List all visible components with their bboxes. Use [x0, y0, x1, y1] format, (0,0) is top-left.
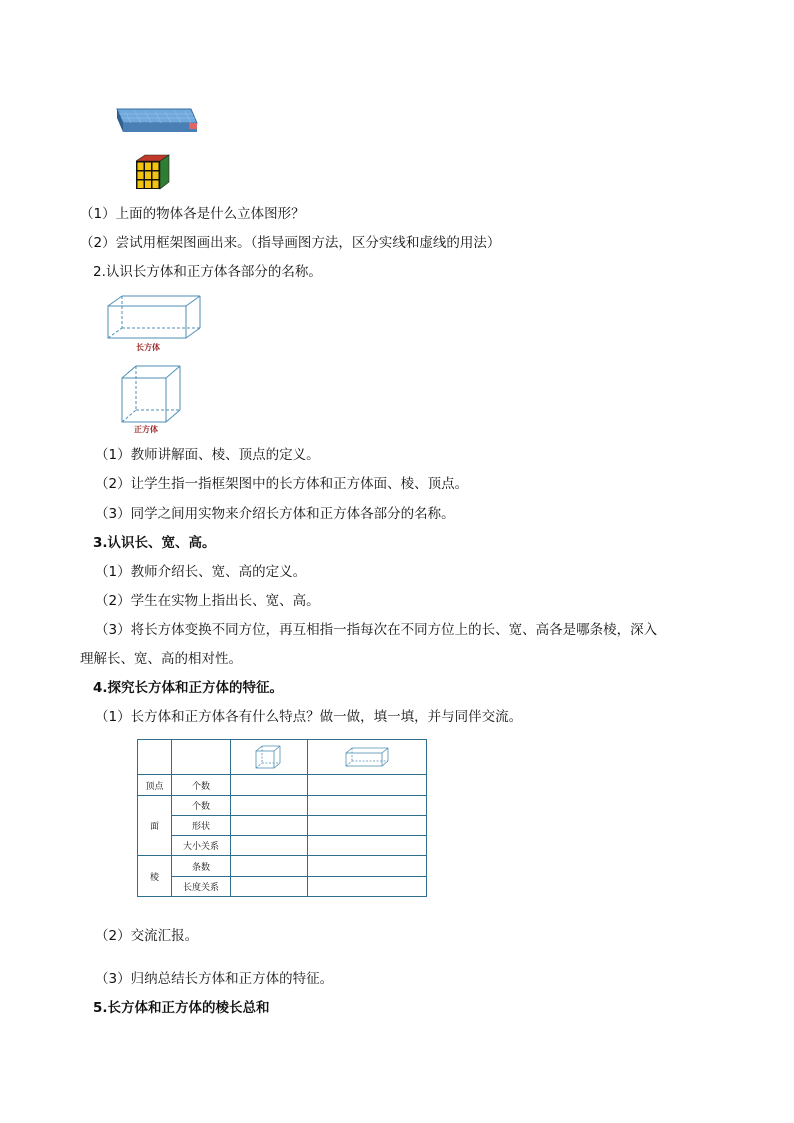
- face-shape-label: 形状: [172, 815, 231, 835]
- table-row: [138, 836, 427, 856]
- section-3-item-1: （1）教师介绍长、宽、高的定义。: [95, 564, 307, 580]
- cube-face-count-cell[interactable]: [231, 795, 308, 815]
- edge-length-label: 长度关系: [172, 876, 231, 896]
- blue-board-image: [113, 99, 199, 141]
- table-row: [138, 815, 427, 835]
- rubiks-cube-image: [136, 154, 170, 190]
- section-4-item-3: （3）归纳总结长方体和正方体的特征。: [95, 971, 334, 987]
- cuboid-wireframe: [106, 294, 202, 340]
- section-4-item-1: （1）长方体和正方体各有什么特点？做一做，填一填，并与同伴交流。: [95, 709, 523, 725]
- cuboid-edge-count-cell[interactable]: [308, 856, 427, 876]
- face-size-label: 大小关系: [172, 836, 231, 856]
- vertex-count-label: 个数: [172, 775, 231, 795]
- section-3-title: 3.认识长、宽、高。: [93, 535, 216, 551]
- table-corner-cell: [172, 740, 231, 775]
- section-2-title: 2.认识长方体和正方体各部分的名称。: [93, 264, 322, 280]
- cuboid-face-shape-cell[interactable]: [308, 815, 427, 835]
- section-3-item-2: （2）学生在实物上指出长、宽、高。: [95, 593, 320, 609]
- cuboid-face-count-cell[interactable]: [308, 795, 427, 815]
- cube-face-size-cell[interactable]: [231, 836, 308, 856]
- table-header-row: [138, 740, 427, 775]
- face-count-label: 个数: [172, 795, 231, 815]
- cuboid-caption: 长方体: [136, 343, 160, 352]
- face-label: 面: [138, 795, 172, 856]
- section-4-title: 4.探究长方体和正方体的特征。: [93, 680, 284, 696]
- cube-edge-length-cell[interactable]: [231, 876, 308, 896]
- cuboid-face-size-cell[interactable]: [308, 836, 427, 856]
- section-4-item-2: （2）交流汇报。: [95, 928, 199, 944]
- section-3-item-3: （3）将长方体变换不同方位，再互相指一指每次在不同方位上的长、宽、高各是哪条棱，深入: [95, 622, 658, 638]
- cube-header-icon: [254, 744, 284, 770]
- cube-header-cell: [231, 740, 308, 775]
- table-row: [138, 775, 427, 795]
- table-corner-cell: [138, 740, 172, 775]
- cube-face-shape-cell[interactable]: [231, 815, 308, 835]
- cube-edge-count-cell[interactable]: [231, 856, 308, 876]
- section-3-item-3-cont: 理解长、宽、高的相对性。: [80, 651, 242, 667]
- cuboid-header-cell: [308, 740, 427, 775]
- cube-vertex-count-cell[interactable]: [231, 775, 308, 795]
- table-row: [138, 856, 427, 876]
- section-2-item-3: （3）同学之间用实物来介绍长方体和正方体各部分的名称。: [95, 506, 455, 522]
- table-row: [138, 795, 427, 815]
- section-2-item-1: （1）教师讲解面、棱、顶点的定义。: [95, 447, 320, 463]
- vertex-label: 顶点: [138, 775, 172, 795]
- cube-caption: 正方体: [134, 425, 158, 434]
- section-5-title: 5.长方体和正方体的棱长总和: [93, 1000, 270, 1016]
- table-row: [138, 876, 427, 896]
- edge-count-label: 条数: [172, 856, 231, 876]
- cuboid-header-icon: [344, 746, 390, 768]
- feature-table: [137, 739, 427, 897]
- cube-wireframe: [120, 364, 184, 424]
- section-2-item-2: （2）让学生指一指框架图中的长方体和正方体面、棱、顶点。: [95, 476, 469, 492]
- question-1: （1）上面的物体各是什么立体图形？: [80, 206, 305, 222]
- edge-label: 棱: [138, 856, 172, 897]
- cuboid-vertex-count-cell[interactable]: [308, 775, 427, 795]
- cuboid-edge-length-cell[interactable]: [308, 876, 427, 896]
- question-2: （2）尝试用框架图画出来。（指导画图方法，区分实线和虚线的用法）: [80, 235, 501, 251]
